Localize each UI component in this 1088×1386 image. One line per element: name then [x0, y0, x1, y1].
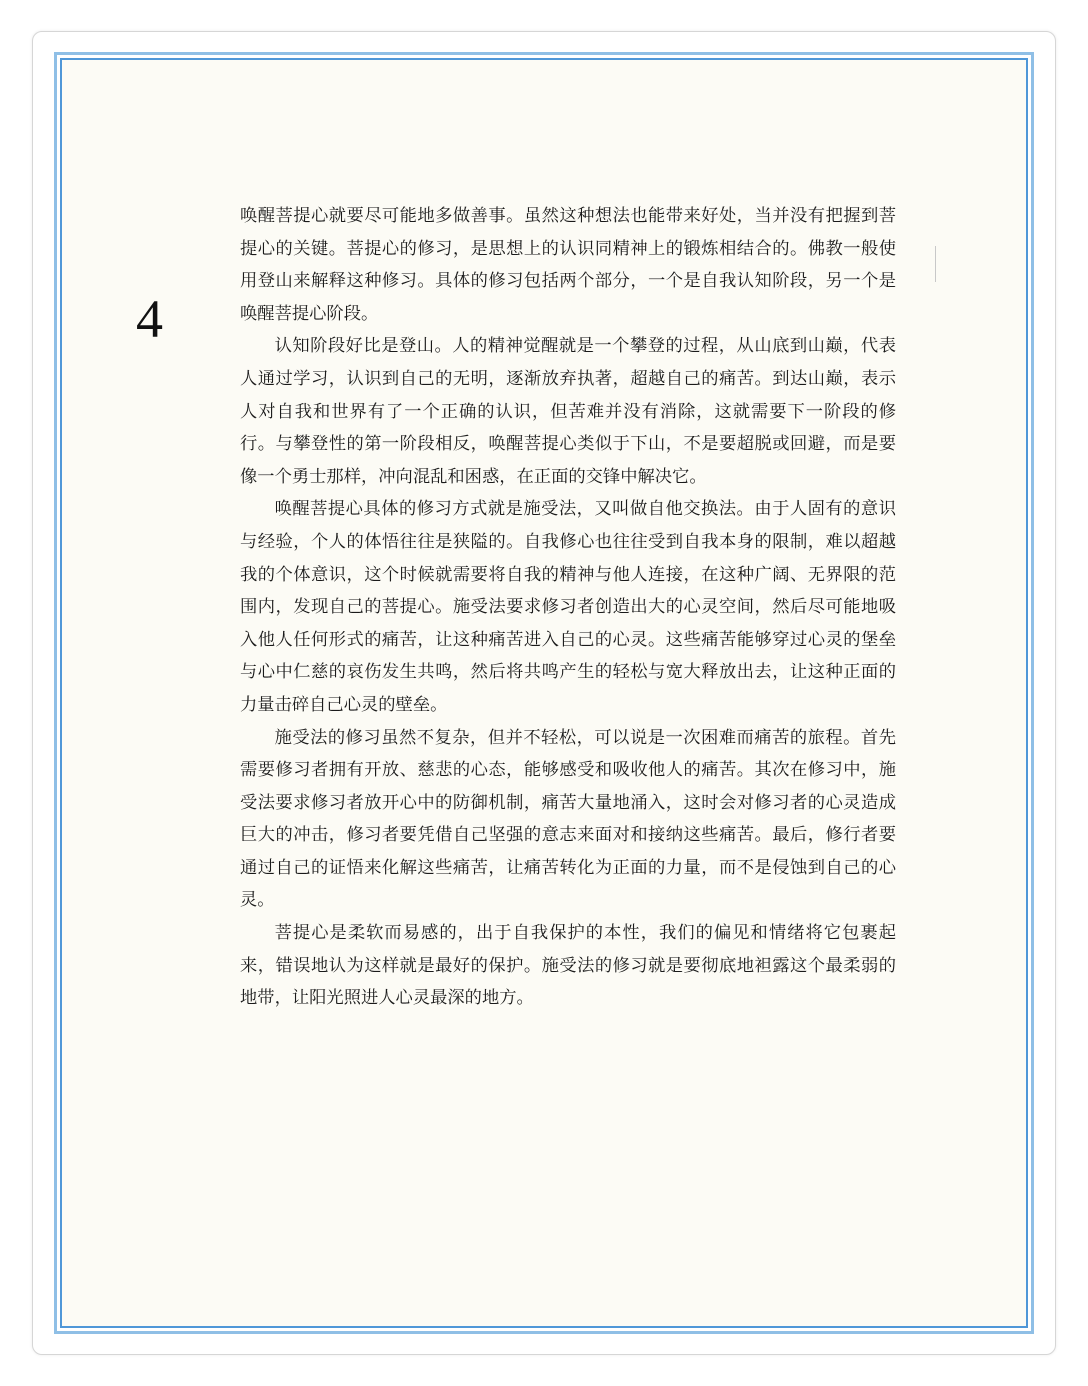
- scanned-page: [60, 58, 1028, 1328]
- paragraph: 认知阶段好比是登山。人的精神觉醒就是一个攀登的过程，从山底到山巅，代表人通过学习，认识到自己的无明，逐渐放弃执著，超越自己的痛苦。到达山巅，表示人对自我和世界有了一个正确的认识，但苦难并没有消除，这就需要下一阶段的修行。与攀登性的第一阶段相反，唤醒菩提心类似于下山，不是要超脱或回避，而是要像一个勇士那样，冲向混乱和困惑，在正面的交锋中解决它。: [240, 336, 896, 487]
- paragraph: 唤醒菩提心就要尽可能地多做善事。虽然这种想法也能带来好处，当并没有把握到菩提心的关键。菩提心的修习，是思想上的认识同精神上的锻炼相结合的。佛教一般使用登山来解释这种修习。具体的修习包括两个部分，一个是自我认知阶段，另一个是唤醒菩提心阶段。: [240, 206, 896, 324]
- paragraph: 唤醒菩提心具体的修习方式就是施受法，又叫做自他交换法。由于人固有的意识与经验，个人的体悟往往是狭隘的。自我修心也往往受到自我本身的限制，难以超越我的个体意识，这个时候就需要将自我的精神与他人连接，在这种广阔、无界限的范围内，发现自己的菩提心。施受法要求修习者创造出大的心灵空间，然后尽可能地吸入他人任何形式的痛苦，让这种痛苦进入自己的心灵。这些痛苦能够穿过心灵的堡垒与心中仁慈的哀伤发生共鸣，然后将共鸣产生的轻松与宽大释放出去，让这种正面的力量击碎自己心灵的壁垒。: [240, 499, 896, 715]
- outer-frame: [54, 52, 1034, 1334]
- body-text: [240, 200, 896, 1015]
- page-card: [32, 31, 1056, 1355]
- paragraph: 施受法的修习虽然不复杂，但并不轻松，可以说是一次困难而痛苦的旅程。首先需要修习者拥有开放、慈悲的心态，能够感受和吸收他人的痛苦。其次在修习中，施受法要求修习者放开心中的防御机制，痛苦大量地涌入，这时会对修习者的心灵造成巨大的冲击，修习者要凭借自己坚强的意志来面对和接纳这些痛苦。最后，修行者要通过自己的证悟来化解这些痛苦，让痛苦转化为正面的力量，而不是侵蚀到自己的心灵。: [240, 727, 896, 911]
- paragraph: 菩提心是柔软而易感的，出于自我保护的本性，我们的偏见和情绪将它包裹起来，错误地认为这样就是最好的保护。施受法的修习就是要彻底地袒露这个最柔弱的地带，让阳光照进人心灵最深的地方。: [240, 923, 896, 1009]
- page-number: 4: [136, 289, 163, 349]
- margin-mark: [935, 246, 936, 282]
